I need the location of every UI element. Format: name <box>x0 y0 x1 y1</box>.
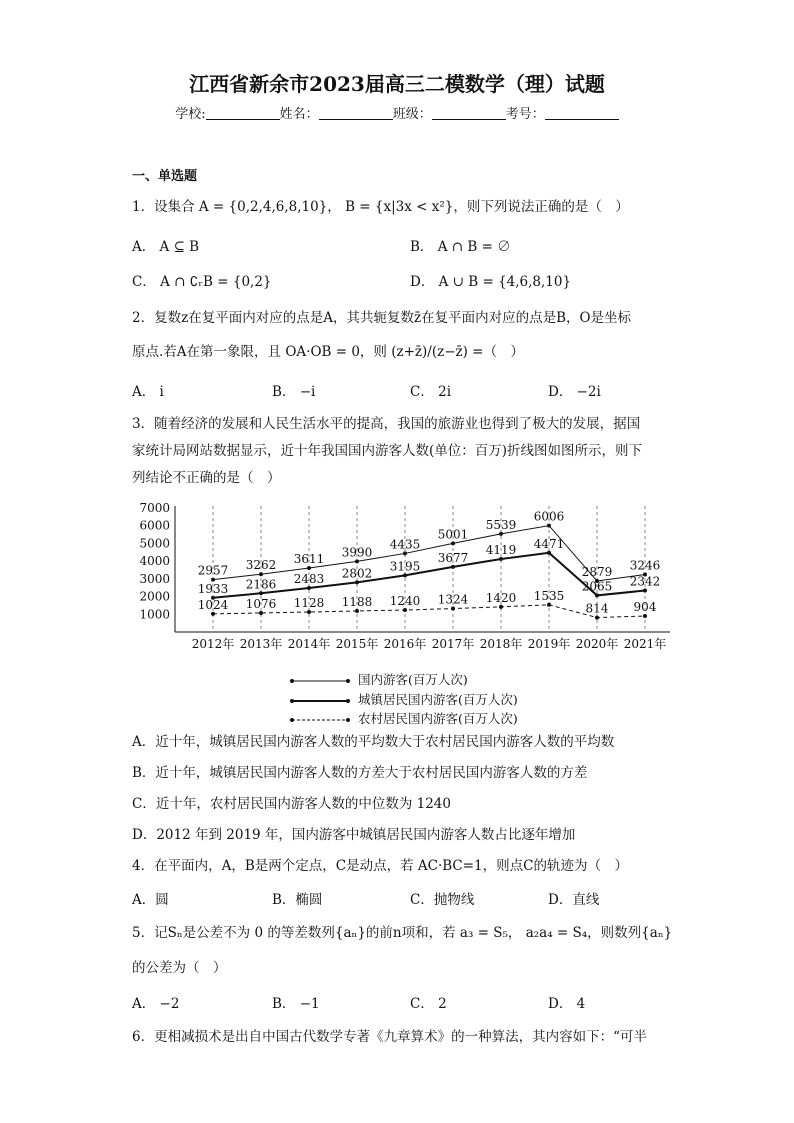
x-tick-label-6: 2018年 <box>479 637 523 651</box>
q5-option-c[interactable]: C． 2 <box>410 996 447 1012</box>
name-label: 姓名： <box>279 107 319 122</box>
series-2-point-9 <box>643 614 647 618</box>
series-2-point-7 <box>547 603 551 607</box>
q4-option-b[interactable]: B．椭圆 <box>272 892 323 908</box>
series-1-label-1: 2186 <box>245 577 277 592</box>
series-1-point-1 <box>259 591 263 595</box>
series-1-label-2: 2483 <box>293 572 325 587</box>
legend-label-total: 国内游客(百万人次) <box>358 672 468 687</box>
question-4-stem: 4．在平面内，A，B是两个定点，C是动点，若 AC·BC=1，则点C的轨迹为（ ） <box>132 858 628 874</box>
q1-option-b[interactable]: B． A ∩ B = ∅ <box>410 239 511 255</box>
q5-option-d[interactable]: D． 4 <box>548 996 586 1012</box>
series-2-label-0: 1024 <box>197 597 229 612</box>
page-title: 江西省新余市2023届高三二模数学（理）试题 <box>189 72 605 96</box>
question-5-line2: 的公差为（ ） <box>132 960 227 976</box>
x-tick-label-4: 2016年 <box>383 637 427 651</box>
series-1-point-3 <box>355 580 359 584</box>
series-2-label-2: 1128 <box>293 596 325 611</box>
series-2-point-3 <box>355 609 359 613</box>
series-2-point-1 <box>259 611 263 615</box>
series-1-label-8: 2065 <box>581 579 613 594</box>
series-0-label-5: 5001 <box>437 527 469 542</box>
series-1-point-5 <box>451 565 455 569</box>
legend-label-rural: 农村居民国内游客(百万人次) <box>358 711 518 726</box>
series-0-label-1: 3262 <box>245 558 277 573</box>
series-2-label-8: 814 <box>585 601 609 616</box>
question-2-line2: 原点.若A在第一象限，且 OA·OB = 0，则 (z+z̄)/(z−z̄) =（ ） <box>132 344 524 360</box>
exam-number-blank[interactable] <box>545 107 619 120</box>
legend-line-thin <box>290 677 350 685</box>
y-tick-label-4000: 4000 <box>139 554 170 569</box>
name-blank[interactable] <box>319 107 393 120</box>
series-1-label-0: 1933 <box>197 581 229 596</box>
series-2-label-4: 1240 <box>389 594 421 609</box>
series-1-point-4 <box>403 573 407 577</box>
q1-option-d[interactable]: D． A ∪ B = {4,6,8,10} <box>410 274 572 290</box>
series-1-label-7: 4471 <box>533 536 565 551</box>
series-1-point-6 <box>499 557 503 561</box>
q1-option-a[interactable]: A． A ⊆ B <box>132 239 200 255</box>
series-1-label-4: 3195 <box>389 559 421 574</box>
y-tick-label-7000: 7000 <box>139 501 170 515</box>
exam-number-label: 考号： <box>505 107 545 122</box>
y-tick-label-3000: 3000 <box>139 571 170 586</box>
series-2-point-0 <box>211 612 215 616</box>
series-0-label-3: 3990 <box>341 545 373 560</box>
series-0-point-5 <box>451 541 455 545</box>
series-1-label-3: 2802 <box>341 566 373 581</box>
series-1-label-9: 2342 <box>629 574 661 589</box>
y-tick-label-1000: 1000 <box>139 607 170 622</box>
q4-option-a[interactable]: A．圆 <box>132 892 169 908</box>
school-label: 学校: <box>175 107 206 122</box>
series-0-point-3 <box>355 559 359 563</box>
x-tick-label-5: 2017年 <box>431 637 475 651</box>
series-0-label-7: 6006 <box>533 509 565 524</box>
x-tick-label-7: 2019年 <box>527 637 571 651</box>
series-0-point-1 <box>259 572 263 576</box>
question-3-line3: 列结论不正确的是（ ） <box>132 470 281 486</box>
series-1-point-2 <box>307 586 311 590</box>
q3-option-c[interactable]: C．近十年，农村居民国内游客人数的中位数为 1240 <box>132 796 451 812</box>
class-blank[interactable] <box>432 107 506 120</box>
series-2-label-1: 1076 <box>245 596 277 611</box>
x-tick-label-0: 2012年 <box>191 637 235 651</box>
x-tick-label-3: 2015年 <box>335 637 379 651</box>
series-1-label-6: 4119 <box>485 543 517 558</box>
school-blank[interactable] <box>206 107 280 120</box>
legend-line-dashed <box>290 716 350 724</box>
series-1-point-8 <box>595 593 599 597</box>
series-0-label-8: 2879 <box>581 565 613 580</box>
question-3-line1: 3．随着经济的发展和人民生活水平的提高，我国的旅游业也得到了极大的发展，据国 <box>132 416 641 432</box>
y-tick-label-5000: 5000 <box>139 536 170 551</box>
series-2-label-7: 1535 <box>533 588 565 603</box>
student-info-line <box>0 103 794 122</box>
series-2-point-5 <box>451 607 455 611</box>
question-2-line1: 2．复数z在复平面内对应的点是A，其共轭复数z̄在复平面内对应的点是B，O是坐标 <box>132 310 632 326</box>
question-3-line2: 家统计局网站数据显示，近十年我国国内游客人数(单位：百万)折线图如图所示，则下 <box>132 443 643 459</box>
y-tick-label-2000: 2000 <box>139 589 170 604</box>
x-tick-label-8: 2020年 <box>575 637 619 651</box>
x-tick-label-9: 2021年 <box>623 637 667 651</box>
series-2-label-5: 1324 <box>437 592 469 607</box>
q1-option-c[interactable]: C． A ∩ ∁ᵣB = {0,2} <box>132 274 272 290</box>
series-2-label-6: 1420 <box>485 590 517 605</box>
series-2-point-4 <box>403 608 407 612</box>
legend-item-rural <box>290 709 518 727</box>
series-2-label-9: 904 <box>633 599 657 614</box>
legend-item-urban <box>290 690 518 708</box>
legend-label-urban: 城镇居民国内游客(百万人次) <box>358 692 518 707</box>
series-0-label-6: 5539 <box>485 517 517 532</box>
question-5-line1: 5．记Sₙ是公差不为 0 的等差数列{aₙ}的前n项和，若 a₃ = S₅， a₂a₄ = S₄，则数列{aₙ} <box>132 925 673 941</box>
series-0-label-2: 3611 <box>293 552 325 567</box>
x-tick-label-2: 2014年 <box>287 637 331 651</box>
series-0-label-9: 3246 <box>629 558 661 573</box>
legend-line-thick <box>290 697 350 705</box>
q4-option-d[interactable]: D．直线 <box>548 892 600 908</box>
q3-option-d[interactable]: D．2012 年到 2019 年，国内游客中城镇居民国内游客人数占比逐年增加 <box>132 827 576 843</box>
q2-option-d[interactable]: D． −2i <box>548 384 601 400</box>
q3-option-b[interactable]: B．近十年，城镇居民国内游客人数的方差大于农村居民国内游客人数的方差 <box>132 765 588 781</box>
series-line-0 <box>213 526 645 581</box>
series-2-point-8 <box>595 616 599 620</box>
series-1-point-9 <box>643 589 647 593</box>
series-line-2 <box>213 605 645 618</box>
question-1-stem: 1．设集合 A = {0,2,4,6,8,10}， B = {x|3x < x²}，则下列说法正确的是（ ） <box>132 199 629 215</box>
series-0-point-6 <box>499 532 503 536</box>
series-2-label-3: 1188 <box>341 594 373 609</box>
series-0-point-7 <box>547 524 551 528</box>
q4-option-c[interactable]: C．抛物线 <box>410 892 475 908</box>
series-2-point-2 <box>307 610 311 614</box>
x-tick-label-1: 2013年 <box>239 637 283 651</box>
q3-option-a[interactable]: A．近十年，城镇居民国内游客人数的平均数大于农村居民国内游客人数的平均数 <box>132 734 615 750</box>
q2-option-c[interactable]: C． 2i <box>410 384 452 400</box>
q2-option-a[interactable]: A． i <box>132 384 164 400</box>
series-1-point-7 <box>547 551 551 555</box>
tourist-line-chart <box>130 498 675 662</box>
section-heading: 一、单选题 <box>132 169 198 184</box>
class-label: 班级： <box>392 107 432 122</box>
series-0-label-0: 2957 <box>197 563 229 578</box>
q5-option-a[interactable]: A． −2 <box>132 996 180 1012</box>
y-tick-label-6000: 6000 <box>139 518 170 533</box>
series-0-label-4: 4435 <box>389 537 421 552</box>
q5-option-b[interactable]: B． −1 <box>272 996 320 1012</box>
legend-item-total <box>290 670 468 688</box>
series-0-point-4 <box>403 551 407 555</box>
q2-option-b[interactable]: B． −i <box>272 384 316 400</box>
series-0-point-2 <box>307 566 311 570</box>
series-1-label-5: 3677 <box>437 550 469 565</box>
question-6-line1: 6．更相减损术是出自中国古代数学专著《九章算术》的一种算法，其内容如下：“可半 <box>132 1029 647 1045</box>
series-2-point-6 <box>499 605 503 609</box>
